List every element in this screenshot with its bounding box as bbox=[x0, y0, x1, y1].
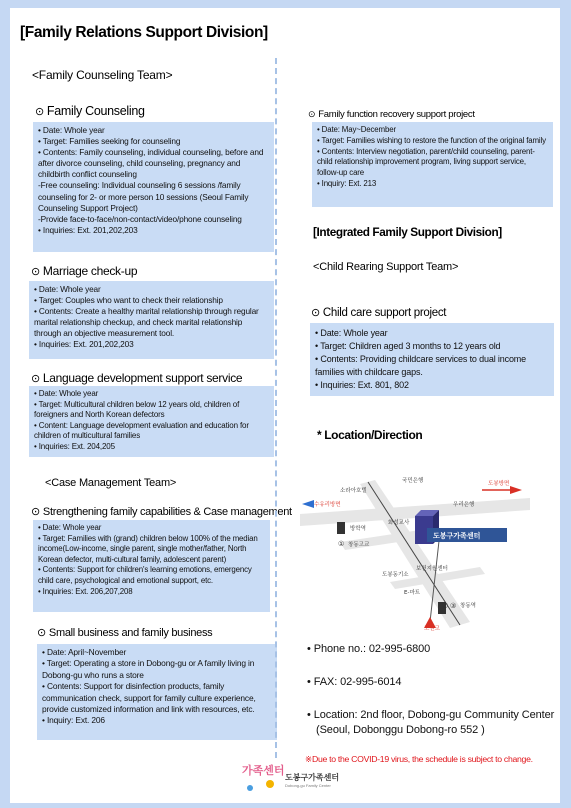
footer-org-name: 도봉구가족센터 bbox=[285, 773, 340, 782]
section-recovery-title: ⊙ Family function recovery support project bbox=[308, 109, 475, 120]
map-label-emart: E-마트 bbox=[404, 590, 421, 596]
team-family-counseling: <Family Counseling Team> bbox=[32, 68, 173, 82]
map-label-dobong-post: 도봉동기소 bbox=[382, 572, 409, 578]
small-business-box: • Date: April~November • Target: Operating a store in Dobong-gu or A family living in Dobong-gu who runs a store • Contents: Support for disinfection products, family communication check, support for family culture experience, provide customized information and link with resources, etc. • Inquiry: Ext. 206 bbox=[37, 644, 277, 740]
map-label-dorim: 도봉방면 bbox=[488, 481, 510, 487]
section-language-title: ⊙ Language development support service bbox=[31, 371, 243, 385]
division-title: [Family Relations Support Division] bbox=[20, 24, 268, 41]
covid-notice: ※Due to the COVID-19 virus, the schedule is subject to change. bbox=[305, 754, 533, 764]
location-title: * Location/Direction bbox=[317, 428, 423, 442]
map-label-changdong-hs: 창동고교 bbox=[348, 542, 370, 548]
map-exit-1: ① bbox=[338, 540, 345, 548]
section-marriage-title: ⊙ Marriage check-up bbox=[31, 264, 138, 278]
circle-dot-icon: ⊙ bbox=[31, 373, 40, 385]
childcare-box: • Date: Whole year • Target: Children aged 3 months to 12 years old • Contents: Providing childcare services to dual income families with childcare gaps. • Inquiries: Ext. 801, 802 bbox=[310, 323, 554, 396]
language-box: • Date: Whole year • Target: Multicultural children below 12 years old, children of foreigners and North Korean defectors • Content: Language development evaluation and education for children of multicultural families • Inquiries: Ext. 204,205 bbox=[29, 386, 274, 457]
section-childcare-title: ⊙ Child care support project bbox=[311, 307, 447, 319]
marriage-box: • Date: Whole year • Target: Couples who want to check their relationship • Contents: Create a healthy marital relationship through regular marital relationship checkup, and check marital relationship through an objective measurement tool. • Inquiries: Ext. 201,202,203 bbox=[29, 281, 274, 359]
section-small-business-title: ⊙ Small business and family business bbox=[37, 627, 213, 639]
circle-dot-icon: ⊙ bbox=[311, 307, 320, 319]
footer-tagline: Dobong-gu Family Center bbox=[285, 783, 331, 788]
recovery-box: • Date: May~December • Target: Families wishing to restore the function of the original family • Contents: Interview negotiation, parent/child counseling, parent-child relationship improvement program, living support service, follow-up care • Inquiry: Ext. 213 bbox=[312, 122, 553, 207]
map-exit-3: ③ bbox=[450, 602, 457, 610]
map-label-changdong: 창동역 bbox=[460, 603, 476, 609]
circle-dot-icon: ⊙ bbox=[308, 109, 316, 119]
location-address: • Location: 2nd floor, Dobong-gu Community Center bbox=[307, 709, 555, 721]
map-exit-4: ④ bbox=[442, 602, 449, 610]
circle-dot-icon: ⊙ bbox=[31, 506, 40, 518]
team-case-management: <Case Management Team> bbox=[45, 477, 177, 489]
circle-dot-icon: ⊙ bbox=[37, 627, 46, 639]
circle-dot-icon: ⊙ bbox=[35, 106, 44, 118]
map-label-suwon: 수유리방면 bbox=[314, 502, 341, 508]
map-label-hwaseong: 화성교사 bbox=[388, 520, 410, 526]
circle-dot-icon: ⊙ bbox=[31, 266, 40, 278]
section-family-counseling-title: ⊙ Family Counseling bbox=[35, 104, 145, 118]
map-label-banghak: 방학역 bbox=[350, 526, 366, 532]
map-label-woori: 우리은행 bbox=[453, 502, 475, 508]
logo-text: 가족센터 bbox=[242, 764, 285, 777]
phone-number: • Phone no.: 02-995-6800 bbox=[307, 643, 431, 655]
integrated-division-title: [Integrated Family Support Division] bbox=[313, 225, 502, 239]
map-label-kookmin: 국민은행 bbox=[402, 478, 424, 484]
map-label-nowon: 노원고 bbox=[424, 626, 440, 632]
team-child-rearing: <Child Rearing Support Team> bbox=[313, 261, 459, 273]
column-divider bbox=[275, 58, 277, 758]
location-address-detail: (Seoul, Dobonggu Dobong-ro 552 ) bbox=[316, 724, 485, 736]
fax-number: • FAX: 02-995-6014 bbox=[307, 676, 402, 688]
section-strengthening-title: ⊙ Strengthening family capabilities & Case management bbox=[31, 506, 292, 518]
family-center-logo bbox=[240, 760, 285, 801]
strengthening-box: • Date: Whole year • Target: Families with (grand) children below 100% of the median income(Low-income, single parent, single mother/father, North Korean defector, multi-cultural family, adolescent parent) • Contents: Support for children's learning emotions, emergency child care, psychological and emotional support, etc. • Inquiries: Ext. 206,207,208 bbox=[33, 520, 270, 612]
map-label-hotel: 소라아호텔 bbox=[340, 488, 367, 494]
location-map bbox=[300, 472, 530, 632]
map-label-dobong-center: 도봉구가족센터 bbox=[433, 532, 481, 540]
map-label-health: 보건지원센터 bbox=[416, 566, 448, 572]
family-counseling-box: • Date: Whole year • Target: Families seeking for counseling • Contents: Family counseling, individual counseling, before and after divorce counseling, child counseling, pregnancy and childbirth conflict counseling -Free counseling: Individual counseling 6 sessions /family counseling for 2- or more person 10 sessions (Seoul Family Counseling Support Project) -Provide face-to-face/non-contact/video/phone counseling • Inquiries: Ext. 201,202,203 bbox=[33, 122, 274, 252]
